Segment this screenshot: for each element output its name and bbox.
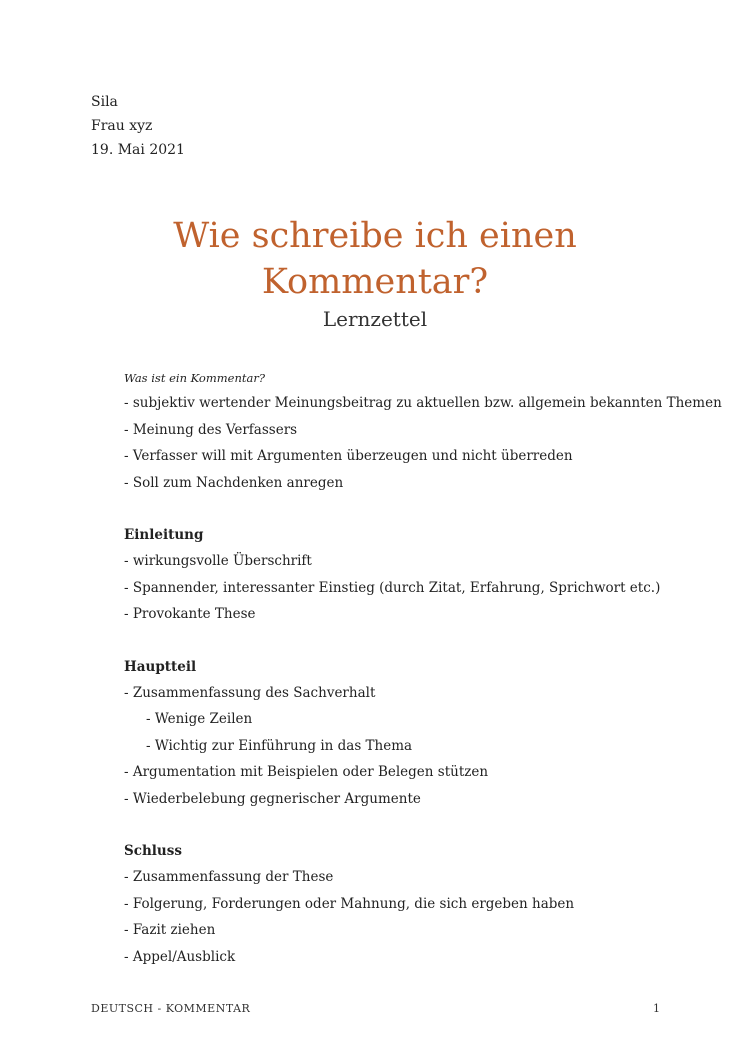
page-title (0, 213, 750, 305)
section-hauptteil (124, 654, 684, 813)
document-body (124, 368, 722, 970)
footer-label: DEUTSCH - KOMMENTAR (91, 1002, 251, 1015)
section-heading-hauptteil: Hauptteil (124, 658, 197, 675)
list-item: - Appel/Ausblick (124, 948, 236, 965)
document-header (91, 90, 185, 162)
intro-heading: Was ist ein Kommentar? (124, 371, 266, 385)
student-name: Sila (91, 94, 118, 110)
document-date: 19. Mai 2021 (91, 142, 185, 158)
list-item: - Meinung des Verfassers (124, 421, 298, 438)
title-line-2: Kommentar? (261, 262, 489, 302)
sub-list-item: - Wichtig zur Einführung in das Thema (146, 737, 413, 754)
list-item: - Fazit ziehen (124, 922, 216, 938)
list-item: - Wiederbelebung gegnerischer Argumente (124, 790, 421, 807)
section-einleitung (124, 522, 684, 628)
page-subtitle: Lernzettel (322, 307, 428, 331)
list-item: - wirkungsvolle Überschrift (124, 553, 312, 569)
list-item: - Spannender, interessanter Einstieg (durch Zitat, Erfahrung, Sprichwort etc.) (124, 579, 661, 596)
list-item: - Folgerung, Forderungen oder Mahnung, die sich ergeben haben (124, 895, 575, 912)
section-intro (124, 368, 722, 496)
sub-list-item: - Wenige Zeilen (146, 711, 253, 727)
section-heading-einleitung: Einleitung (124, 527, 204, 543)
list-item: - Soll zum Nachdenken anregen (124, 474, 344, 491)
section-schluss (124, 838, 684, 970)
list-item: - Argumentation mit Beispielen oder Belegen stützen (124, 764, 489, 780)
teacher-name: Frau xyz (91, 118, 153, 134)
section-heading-schluss: Schluss (124, 843, 182, 859)
title-line-1: Wie schreibe ich einen (173, 216, 577, 256)
list-item: - Verfasser will mit Argumenten überzeugen und nicht überreden (124, 448, 573, 464)
list-item: - Provokante These (124, 606, 256, 622)
list-item: - subjektiv wertender Meinungsbeitrag zu aktuellen bzw. allgemein bekannten Themen (124, 395, 722, 411)
page-number: 1 (653, 1002, 660, 1015)
list-item: - Zusammenfassung des Sachverhalt (124, 684, 376, 701)
list-item: - Zusammenfassung der These (124, 869, 334, 885)
